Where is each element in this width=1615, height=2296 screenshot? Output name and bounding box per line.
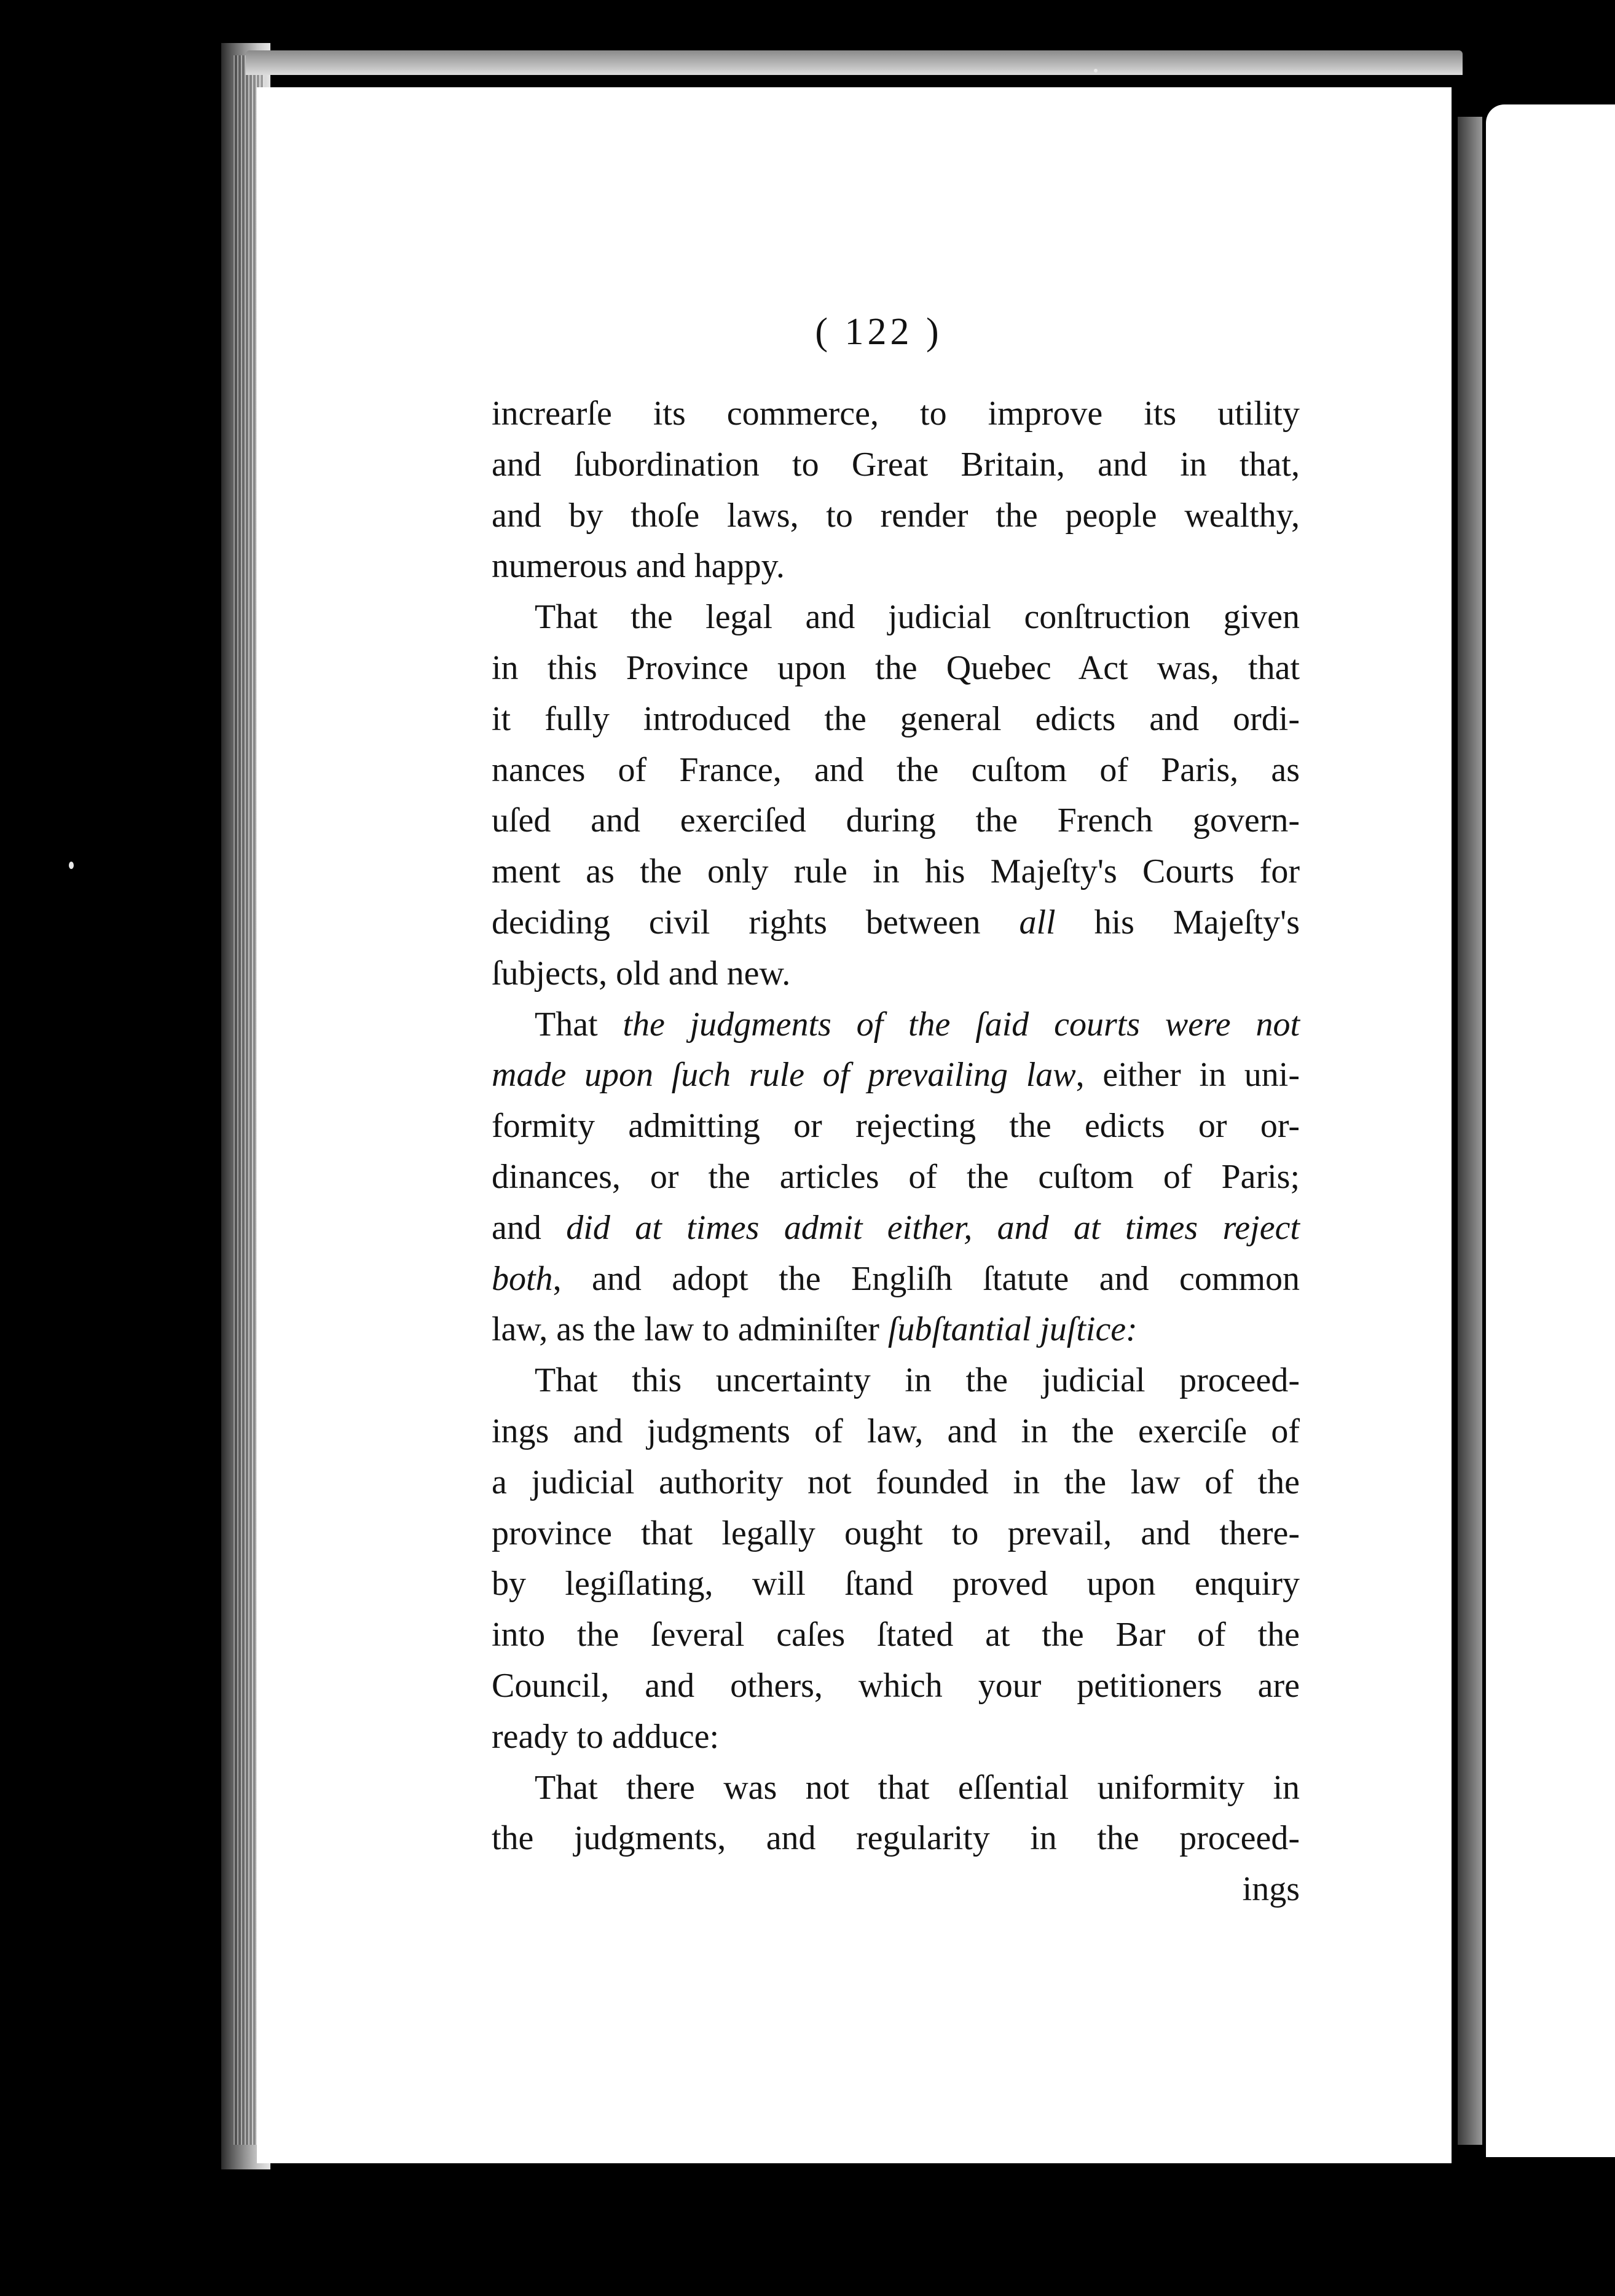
- body-text: [492, 388, 1300, 1915]
- text-line: [492, 490, 1300, 541]
- text-line: [492, 1355, 1300, 1406]
- text-line: [492, 1559, 1300, 1610]
- text-line: [492, 1508, 1300, 1559]
- roman-text: and by thoſe laws, to render the people wealthy,: [492, 496, 1300, 535]
- text-line: [492, 541, 1300, 592]
- roman-text: by legiſlating, will ſtand proved upon enquiry: [492, 1565, 1300, 1603]
- roman-text: formity admitting or rejecting the edicts or or-: [492, 1107, 1300, 1146]
- italic-text: the judgments of the ſaid courts were not: [623, 1005, 1300, 1044]
- roman-text: Council, and others, which your petitioners are: [492, 1666, 1300, 1705]
- roman-text: the judgments, and regularity in the proceed-: [492, 1819, 1300, 1858]
- roman-text: ment as the only rule in his Majeſty's Courts for: [492, 852, 1300, 891]
- text-line: [492, 948, 1300, 999]
- text-line: [492, 694, 1300, 745]
- text-line: [492, 592, 1300, 643]
- text-line: [492, 846, 1300, 897]
- text-line: [492, 1101, 1300, 1152]
- roman-text: ings: [1242, 1870, 1300, 1909]
- italic-text: did at times admit either, and at times reject: [566, 1208, 1300, 1247]
- italic-text: ſubſtantial juſtice:: [887, 1310, 1138, 1349]
- scan-speck: [1094, 69, 1098, 73]
- roman-text: numerous and happy.: [492, 547, 785, 586]
- roman-text: , either in uni-: [1075, 1056, 1300, 1095]
- text-line: [492, 1763, 1300, 1814]
- text-line: [492, 795, 1300, 846]
- roman-text: a judicial authority not founded in the law of the: [492, 1463, 1300, 1501]
- page-number: ( 122 ): [815, 311, 943, 353]
- roman-text: That the legal and judicial conſtruction given: [535, 598, 1300, 637]
- italic-text: all: [1019, 903, 1056, 942]
- roman-text: it fully introduced the general edicts and ordi-: [492, 699, 1300, 738]
- text-line: [492, 999, 1300, 1050]
- roman-text: That this uncertainty in the judicial proceed-: [535, 1361, 1300, 1400]
- roman-text: That: [535, 1005, 623, 1044]
- roman-text: ſubjects, old and new.: [492, 954, 791, 993]
- text-line: [492, 897, 1300, 948]
- text-line: [492, 1254, 1300, 1305]
- facing-page: [1486, 104, 1615, 2157]
- text-line: [492, 1813, 1300, 1864]
- roman-text: That there was not that eſſential uniformity in: [535, 1768, 1300, 1807]
- roman-text: law, as the law to adminiſter: [492, 1310, 888, 1349]
- text-line: [492, 745, 1300, 796]
- roman-text: increarſe its commerce, to improve its utility: [492, 395, 1300, 433]
- roman-text: , and adopt the Engliſh ſtatute and common: [552, 1259, 1300, 1298]
- text-line: [492, 1457, 1300, 1508]
- book-top-edge: [246, 50, 1463, 75]
- roman-text: and: [492, 1208, 567, 1247]
- roman-text: uſed and exerciſed during the French govern-: [492, 801, 1300, 840]
- roman-text: in this Province upon the Quebec Act was, that: [492, 648, 1300, 687]
- roman-text: deciding civil rights between: [492, 903, 1020, 942]
- gutter-shadow: [1458, 117, 1482, 2145]
- text-line: [492, 388, 1300, 439]
- roman-text: ings and judgments of law, and in the exerciſe of: [492, 1412, 1300, 1450]
- roman-text: ready to adduce:: [492, 1717, 720, 1756]
- roman-text: dinances, or the articles of the cuſtom of Paris;: [492, 1157, 1300, 1196]
- italic-text: made upon ſuch rule of prevailing law: [492, 1056, 1076, 1095]
- text-line: [492, 1864, 1300, 1915]
- text-line: [492, 1050, 1300, 1101]
- text-line: [492, 1152, 1300, 1203]
- text-line: [492, 1203, 1300, 1254]
- text-line: [492, 1610, 1300, 1661]
- italic-text: both: [492, 1259, 553, 1298]
- roman-text: his Majeſty's: [1055, 903, 1300, 942]
- roman-text: province that legally ought to prevail, and there-: [492, 1514, 1300, 1552]
- text-line: [492, 439, 1300, 490]
- text-line: [492, 1661, 1300, 1712]
- roman-text: into the ſeveral caſes ſtated at the Bar of the: [492, 1616, 1300, 1654]
- text-line: [492, 1712, 1300, 1763]
- scan-speck: [69, 862, 74, 869]
- roman-text: nances of France, and the cuſtom of Paris, as: [492, 750, 1300, 789]
- text-line: [492, 643, 1300, 694]
- text-line: [492, 1304, 1300, 1355]
- text-line: [492, 1406, 1300, 1457]
- roman-text: and ſubordination to Great Britain, and in that,: [492, 445, 1300, 484]
